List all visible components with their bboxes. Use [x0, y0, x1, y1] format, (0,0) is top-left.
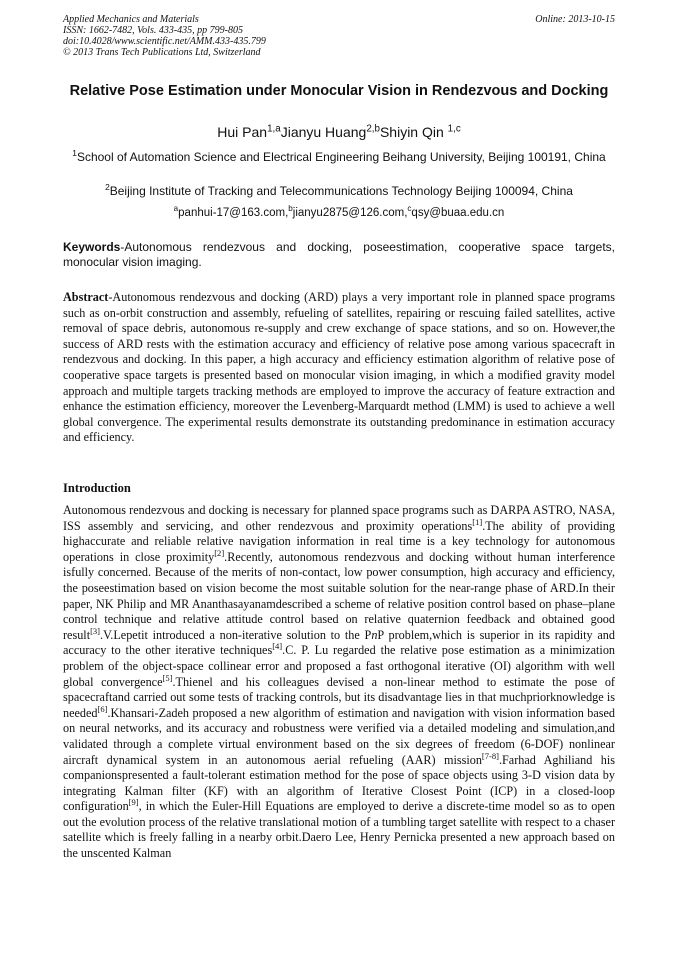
citation-ref: [9]: [128, 797, 139, 808]
affiliation-1: [63, 149, 615, 165]
keywords-section: [63, 240, 615, 270]
abstract-label: Abstract: [63, 290, 109, 304]
author-list: [63, 124, 615, 140]
email-link[interactable]: jianyu2875@126.com,: [292, 207, 408, 219]
abstract-text: -Autonomous rendezvous and docking (ARD) plays a very important role in planned space programs such as on-orbit construction and assembly, refueling of satellites, repairing or rescuing failed satellites, active removal of space debris, autonomous re-supply and crew exchange of space stations, and so on. However,the success of ARD rests with the estimation accuracy and efficiency of relative pose among various spacecraft in rendezvous and docking. In this paper, a high accuracy and efficiency estimation algorithm of relative pose of cooperative space targets is presented based on monocular vision imaging, in which a modified gravity model approach and multiple targets tracking methods are employed to improve the accuracy of feature extraction and enhance the estimation efficiency, moreover the Levenberg-Marquardt method (LMM) is used to achieve a well global convergence. The experimental results demonstrate its outstanding predominance in estimation accuracy and efficiency.: [63, 290, 615, 445]
issn-line: ISSN: 1662-7482, Vols. 433-435, pp 799-805: [63, 25, 243, 36]
intro-text-run: .C. P. Lu regarded the relative pose estimation as a minimization problem of the object-space collinear error and proposed a fast orthogonal iterative (OI) algorithm with well global convergence: [63, 643, 616, 689]
citation-ref: [3]: [90, 625, 101, 636]
intro-text-run: P problem,which is superior in its rapidity and accuracy to the other iterative techniques: [63, 627, 615, 658]
keywords-label: Keywords: [63, 240, 121, 254]
intro-text-run: .Farhad Aghiliand his companionspresented a fault-tolerant estimation method for the pose of space objects using 3-D vision data by integrating Kalman filter (KF) with an algorithm of Iterative Closest Point (ICP) in a closed-loop configuration: [63, 752, 615, 814]
intro-text-run: .V.Lepetit introduced a non-iterative solution to the P: [100, 627, 372, 642]
italic-symbol: n: [371, 627, 378, 642]
journal-header: [63, 14, 615, 58]
intro-text-run: .Thienel and his colleagues devised a non-linear method to estimate the pose of spacecraftand carried out some tests of tracking controls, but its disadvantage lies in that muchpriorknowledge is needed: [63, 674, 615, 720]
email-sup: a: [173, 204, 179, 214]
journal-name: Applied Mechanics and Materials: [63, 14, 199, 25]
copyright-line: © 2013 Trans Tech Publications Ltd, Switzerland: [63, 47, 261, 58]
paper-title: Relative Pose Estimation under Monocular Vision in Rendezvous and Docking: [69, 83, 609, 99]
introduction-body: [63, 503, 615, 862]
introduction-heading: Introduction: [63, 481, 131, 495]
author-name: Hui Pan: [217, 124, 268, 140]
author-sup: 1,c: [447, 123, 461, 135]
email-link[interactable]: panhui-17@163.com,: [178, 207, 289, 219]
email-sup: b: [288, 204, 293, 214]
intro-text-run: Autonomous rendezvous and docking is necessary for planned space programs such as DARPA ASTRO, NASA, ISS assembly and servicing, and other rendezvous and proximity operations: [63, 503, 615, 533]
author-sup: 2,b: [366, 123, 380, 135]
citation-ref: [1]: [472, 516, 483, 527]
online-date: Online: 2013-10-15: [535, 14, 615, 25]
intro-text-run: , in which the Euler-Hill Equations are employed to derive a discrete-time model so as to open out the evolution process of the relative translational motion of a tumbling target satellite with respect to a chaser satellite which is freely falling in a nearby orbit.Daero Lee, Henry Pernicka presented a new approach based on the unscented Kalman: [63, 799, 615, 861]
email-list: [63, 206, 615, 221]
author-name: Shiyin Qin: [379, 124, 444, 140]
author-sup: 1,a: [267, 123, 281, 135]
intro-text-run: .Recently, autonomous rendezvous and docking without human interference isfully concerned. Because of the merits of non-contact, low power consumption, high accuracy and efficiency, the poseestimation based on vision become the most suitable solution for the near-range phase of ARD.In their paper, NK Philip and MR Ananthasayanamdescribed a scheme of relative position control based on phase–plane control technique and relative attitude control based on relative quaternion feedback and obtained good result: [63, 549, 615, 642]
intro-text-run: .The ability of providing highaccurate and reliable relative navigation information in real time is a key technology for autonomous operations in close proximity: [63, 518, 615, 564]
affiliation-sup: 2: [105, 182, 110, 192]
citation-ref: [2]: [214, 547, 225, 558]
abstract-section: [63, 290, 615, 446]
affiliation-2: [63, 183, 615, 199]
keywords-text: -Autonomous rendezvous and docking, poseestimation, cooperative space targets, monocular vision imaging.: [63, 240, 615, 269]
doi-line: doi:10.4028/www.scientific.net/AMM.433-435.799: [63, 36, 266, 47]
affiliation-text: Beijing Institute of Tracking and Telecommunications Technology Beijing 100094, China: [109, 184, 573, 198]
citation-ref: [6]: [97, 703, 108, 714]
affiliation-text: School of Automation Science and Electrical Engineering Beihang University, Beijing 100191, China: [76, 150, 606, 164]
intro-text-run: .Khansari-Zadeh proposed a new algorithm of estimation and navigation with vision information based on neural networks, and its accuracy and robustness were verified via a detailed modeling and simulation,and validated through a complete virtual environment based on the six degrees of freedom (6-DOF) nonlinear aircraft dynamical system in an autonomous aerial refueling (AAR) mission: [63, 705, 615, 767]
citation-ref: [7-8]: [481, 750, 499, 761]
citation-ref: [4]: [272, 641, 283, 652]
citation-ref: [5]: [162, 672, 173, 683]
email-sup: c: [407, 204, 412, 214]
email-link[interactable]: qsy@buaa.edu.cn: [411, 207, 505, 219]
author-name: Jianyu Huang: [280, 124, 367, 140]
affiliation-sup: 1: [72, 148, 77, 158]
